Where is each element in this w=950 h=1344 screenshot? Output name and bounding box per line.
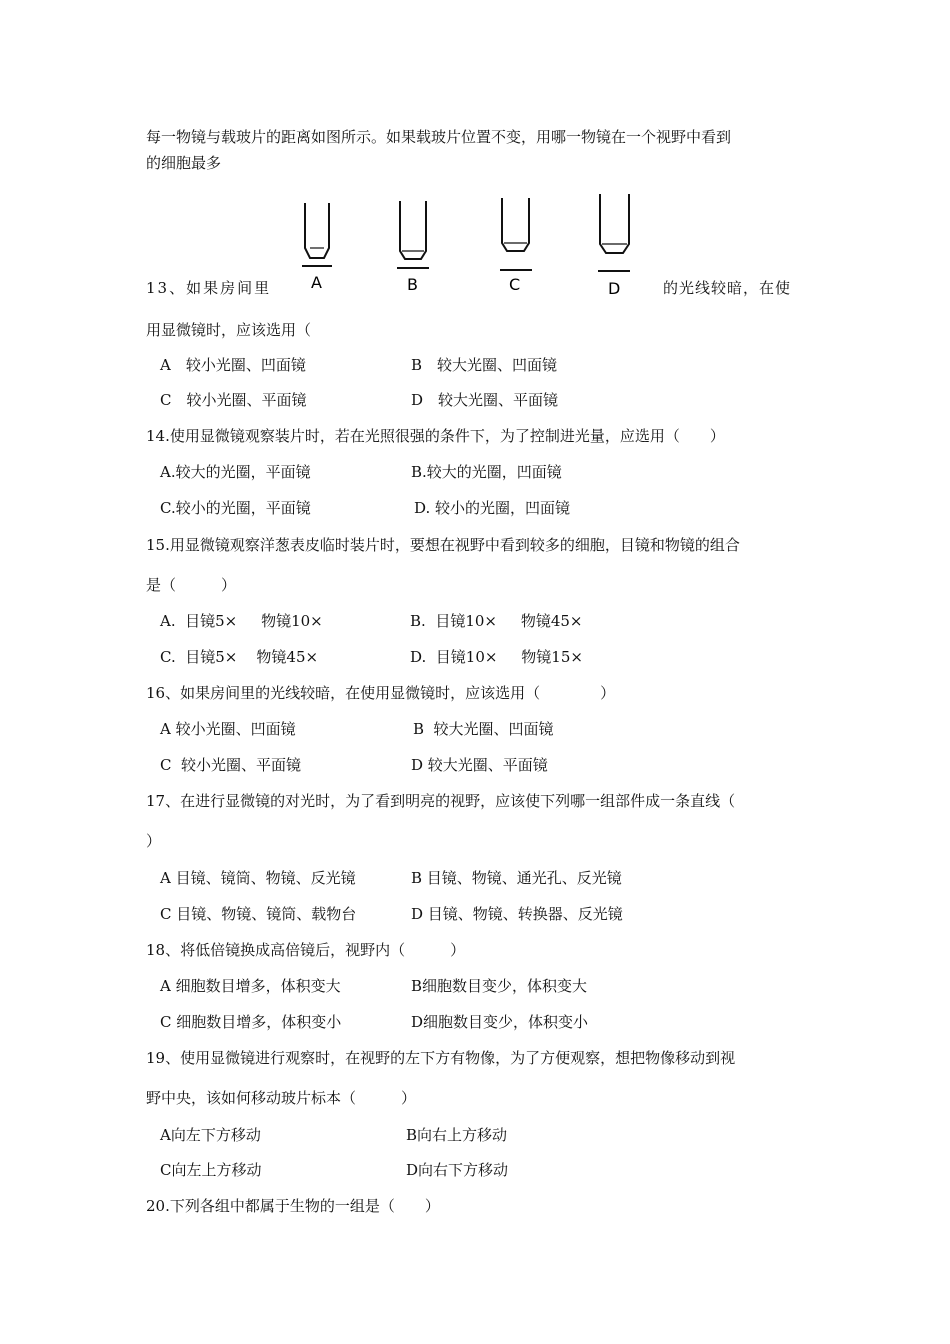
q13-stem-end: 的光线较暗，在使: [663, 279, 792, 297]
q15-option-b: B. 目镜10× 物镜45×: [410, 612, 583, 630]
q13-option-a: A 较小光圈、凹面镜: [160, 356, 306, 374]
q14-stem: 14.使用显微镜观察装片时，若在光照很强的条件下，为了控制进光量，应选用（ ）: [146, 427, 725, 445]
q15-option-d: D. 目镜10× 物镜15×: [410, 648, 583, 666]
q18-option-a: A 细胞数目增多，体积变大: [160, 977, 341, 995]
q17-option-b: B 目镜、物镜、通光孔、反光镜: [411, 869, 622, 887]
q13-option-d: D 较大光圈、平面镜: [411, 391, 559, 409]
q13-option-b: B 较大光圈、凹面镜: [411, 356, 558, 374]
q19-stem: 19、使用显微镜进行观察时，在视野的左下方有物像，为了方便观察，想把物像移动到视: [146, 1049, 736, 1067]
q13-stem-start: 13、如果房间里: [146, 279, 272, 297]
q15-option-a: A. 目镜5× 物镜10×: [160, 612, 323, 630]
q19-option-b: B向右上方移动: [406, 1126, 508, 1144]
q19-option-d: D向右下方移动: [406, 1161, 509, 1179]
objective-lens-figure: [290, 188, 650, 308]
q17-option-a: A 目镜、镜筒、物镜、反光镜: [160, 869, 356, 887]
q16-option-b: B 较大光圈、凹面镜: [413, 720, 554, 738]
q14-option-a: A.较大的光圈，平面镜: [160, 463, 311, 481]
intro-line-1: 每一物镜与载玻片的距离如图所示。如果载玻片位置不变，用哪一物镜在一个视野中看到: [146, 128, 732, 146]
objective-lens-d: [598, 194, 630, 271]
objective-lens-b: [397, 201, 429, 268]
q14-option-b: B.较大的光圈，凹面镜: [411, 463, 562, 481]
intro-line-2: 的细胞最多: [146, 154, 222, 172]
lens-label-c: C: [509, 275, 521, 294]
q18-option-c: C 细胞数目增多，体积变小: [160, 1013, 342, 1031]
q18-option-b: B细胞数目变少，体积变大: [411, 977, 588, 995]
q20-stem: 20.下列各组中都属于生物的一组是（ ）: [146, 1197, 440, 1215]
lens-label-a: A: [311, 273, 322, 292]
q15-stem: 15.用显微镜观察洋葱表皮临时装片时，要想在视野中看到较多的细胞，目镜和物镜的组合: [146, 536, 740, 554]
q15-option-c: C. 目镜5× 物镜45×: [160, 648, 319, 666]
q19-stem-line-2: 野中央，该如何移动玻片标本（ ）: [146, 1089, 417, 1107]
q17-option-d: D 目镜、物镜、转换器、反光镜: [411, 905, 623, 923]
q14-option-c: C.较小的光圈，平面镜: [160, 499, 311, 517]
objective-lens-a: [302, 203, 332, 266]
q15-stem-line-2: 是（ ）: [146, 576, 237, 594]
objective-lens-c: [500, 198, 532, 270]
q13-option-c: C 较小光圈、平面镜: [160, 391, 307, 409]
q13-stem-line-2: 用显微镜时，应该选用（: [146, 321, 312, 339]
q16-stem: 16、如果房间里的光线较暗，在使用显微镜时，应该选用（ ）: [146, 684, 616, 702]
q18-option-d: D细胞数目变少，体积变小: [411, 1013, 589, 1031]
q17-stem-line-2: ）: [146, 832, 162, 850]
q17-stem: 17、在进行显微镜的对光时，为了看到明亮的视野，应该使下列哪一组部件成一条直线（: [146, 792, 736, 810]
q14-option-d: D. 较小的光圈，凹面镜: [414, 499, 571, 517]
lens-label-d: D: [608, 279, 621, 298]
q17-option-c: C 目镜、物镜、镜筒、载物台: [160, 905, 357, 923]
lens-label-b: B: [407, 275, 418, 294]
q16-option-c: C 较小光圈、平面镜: [160, 756, 302, 774]
q16-option-d: D 较大光圈、平面镜: [411, 756, 548, 774]
q19-option-c: C向左上方移动: [160, 1161, 262, 1179]
q18-stem: 18、将低倍镜换成高倍镜后，视野内（ ）: [146, 941, 466, 959]
q19-option-a: A向左下方移动: [160, 1126, 261, 1144]
q16-option-a: A 较小光圈、凹面镜: [160, 720, 296, 738]
